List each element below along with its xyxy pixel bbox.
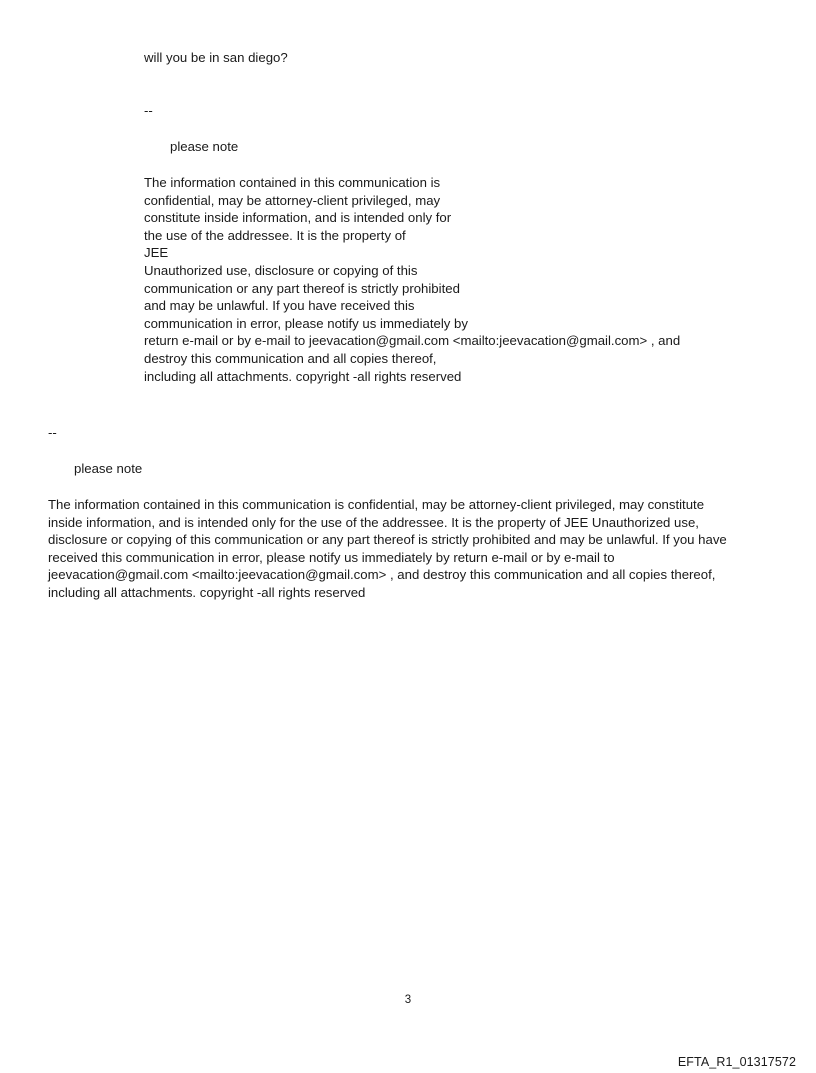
quoted-disclaimer [144,174,680,385]
quoted-disclaimer-line: constitute inside information, and is intended only for [144,210,452,226]
quoted-disclaimer-line: and may be unlawful. If you have received this [144,298,415,314]
quoted-disclaimer-line: the use of the addressee. It is the property of [144,227,406,243]
quoted-disclaimer-line: The information contained in this communication is [144,175,441,190]
outer-disclaimer-line: jeevacation@gmail.com <mailto:jeevacation@gmail.com> , and destroy this communication and all copies thereof, [48,567,716,583]
quoted-disclaimer-line: JEE [144,245,169,261]
quoted-question: will you be in san diego? [144,50,288,65]
page-number: 3 [404,994,412,1006]
outer-separator: -- [48,425,57,440]
outer-disclaimer-line: disclosure or copying of this communication or any part thereof is strictly prohibited and may be unlawful. If you have [48,532,727,548]
quoted-note-heading: please note [170,139,239,154]
outer-note-heading: please note [74,461,143,476]
quoted-disclaimer-line: destroy this communication and all copies thereof, [144,350,437,366]
quoted-disclaimer-line: communication in error, please notify us immediately by [144,315,468,331]
outer-disclaimer-line: received this communication in error, please notify us immediately by return e-mail or by e-mail to [48,549,615,565]
quoted-disclaimer-line: confidential, may be attorney-client privileged, may [144,192,441,208]
quoted-disclaimer-line: return e-mail or by e-mail to jeevacation@gmail.com <mailto:jeevacation@gmail.com> , and [144,333,681,349]
outer-disclaimer [48,496,727,602]
quoted-separator: -- [144,103,153,118]
quoted-disclaimer-line: communication or any part thereof is strictly prohibited [144,280,460,296]
outer-disclaimer-line: inside information, and is intended only for the use of the addressee. It is the property of JEE Unauthorized use, [48,514,699,530]
outer-disclaimer-line: The information contained in this communication is confidential, may be attorney-client privileged, may constitute [48,497,705,512]
document-id: EFTA_R1_01317572 [677,1055,796,1069]
quoted-disclaimer-line: Unauthorized use, disclosure or copying of this [144,262,418,278]
quoted-disclaimer-line: including all attachments. copyright -all rights reserved [144,368,462,384]
outer-disclaimer-line: including all attachments. copyright -all rights reserved [48,584,366,600]
